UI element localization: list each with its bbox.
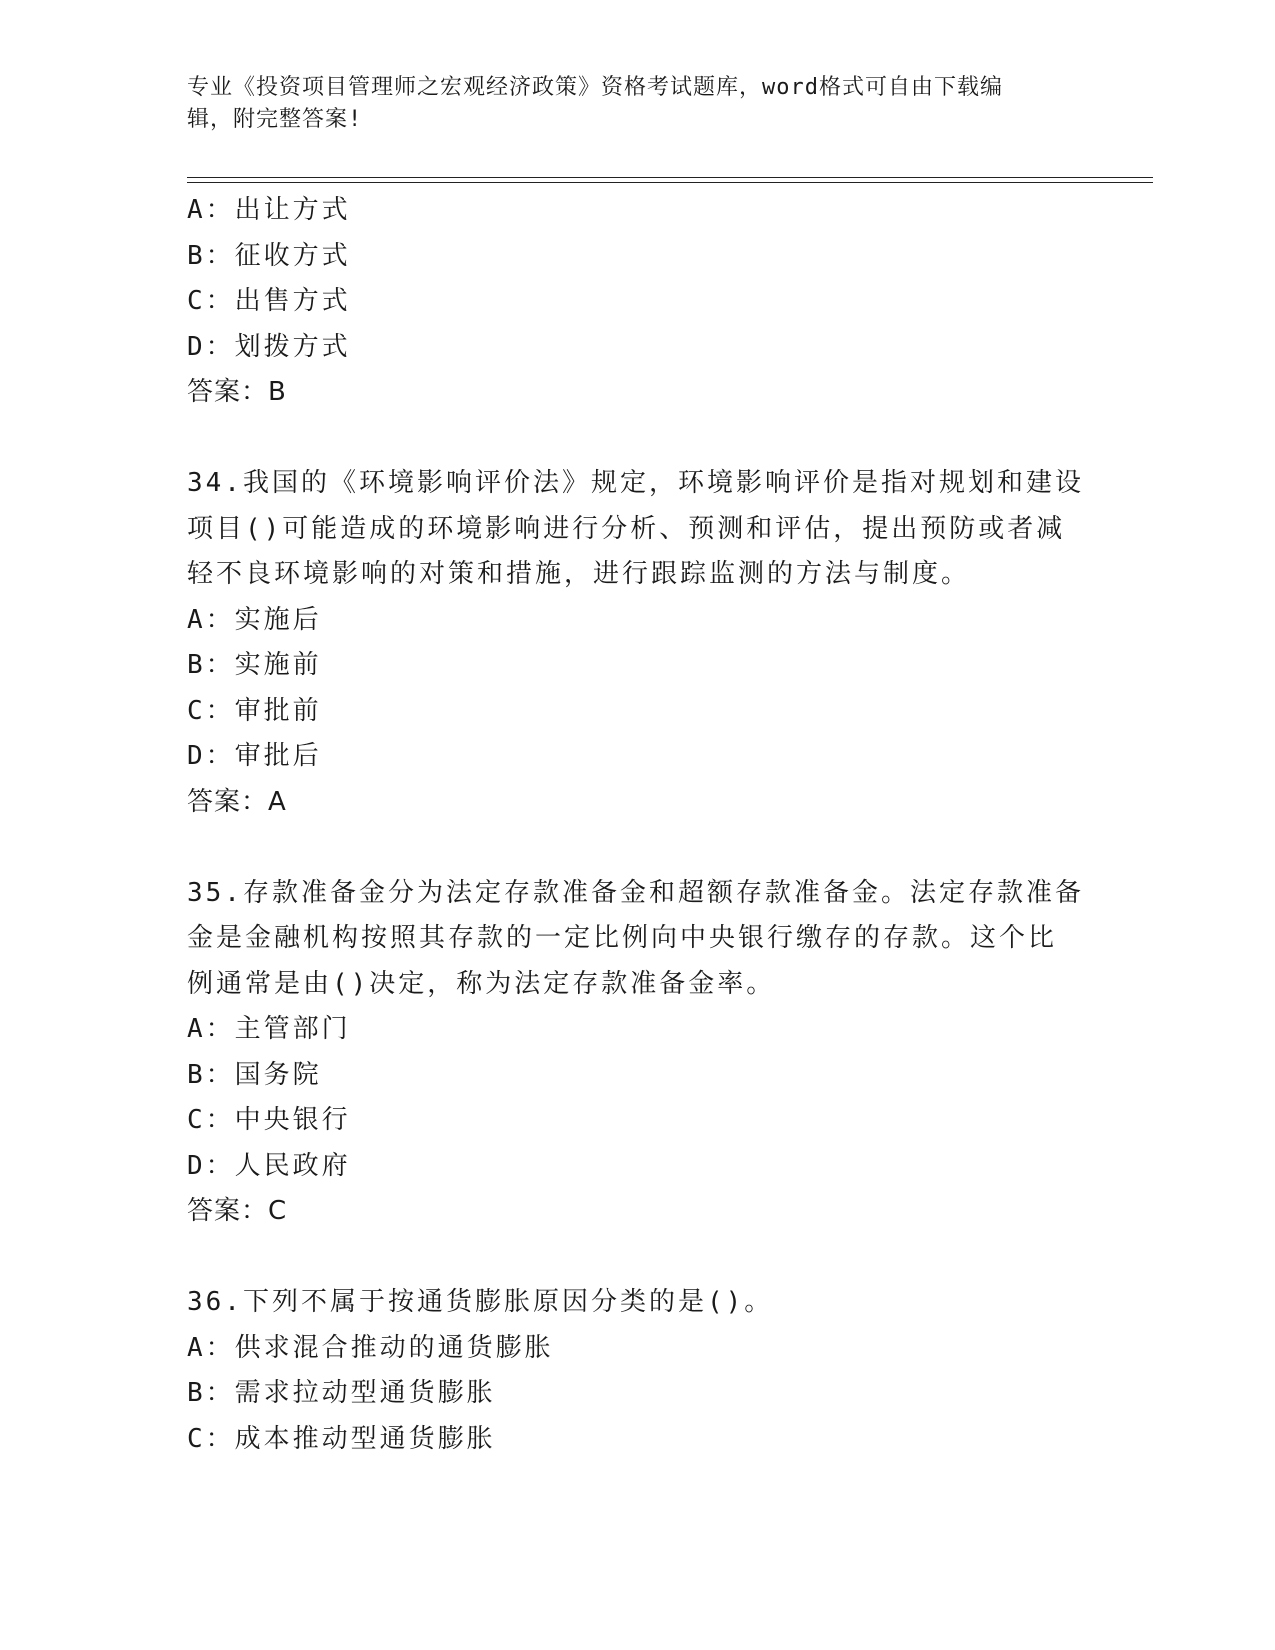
option-b: B：实施前 bbox=[187, 650, 322, 680]
option-a: A：出让方式 bbox=[187, 195, 351, 225]
answer: 答案：B bbox=[187, 377, 287, 407]
spacer bbox=[187, 416, 1087, 462]
option-c: C：出售方式 bbox=[187, 286, 351, 316]
answer: 答案：C bbox=[187, 1196, 288, 1226]
question-text-line: 34.我国的《环境影响评价法》规定，环境影响评价是指对规划和建设 bbox=[187, 468, 1084, 498]
question-text-line: 轻不良环境影响的对策和措施，进行跟踪监测的方法与制度。 bbox=[187, 559, 971, 589]
question-text-line: 例通常是由()决定，称为法定存款准备金率。 bbox=[187, 968, 776, 999]
option-c: C：中央银行 bbox=[187, 1105, 351, 1135]
option-d: D：人民政府 bbox=[187, 1150, 351, 1181]
answer: 答案：A bbox=[187, 786, 287, 817]
option-c: C：审批前 bbox=[187, 695, 322, 726]
option-b: B：国务院 bbox=[187, 1059, 322, 1090]
option-b: B：征收方式 bbox=[187, 240, 351, 271]
question-33 bbox=[187, 188, 1087, 416]
spacer bbox=[187, 1235, 1087, 1281]
question-36 bbox=[187, 1280, 1087, 1462]
option-d: D：划拨方式 bbox=[187, 331, 351, 362]
option-d: D：审批后 bbox=[187, 741, 322, 771]
spacer bbox=[187, 825, 1087, 871]
option-c: C：成本推动型通货膨胀 bbox=[187, 1423, 496, 1454]
header-divider-top bbox=[187, 177, 1153, 178]
header-divider-bottom bbox=[187, 182, 1153, 183]
question-list bbox=[187, 188, 1087, 1462]
header-line-1: 专业《投资项目管理师之宏观经济政策》资格考试题库，word格式可自由下载编 bbox=[187, 75, 1003, 100]
question-text-line: 金是金融机构按照其存款的一定比例向中央银行缴存的存款。这个比 bbox=[187, 923, 1058, 953]
question-text-line: 35.存款准备金分为法定存款准备金和超额存款准备金。法定存款准备 bbox=[187, 877, 1084, 908]
question-35 bbox=[187, 871, 1087, 1235]
question-text-line: 项目()可能造成的环境影响进行分析、预测和评估，提出预防或者减 bbox=[187, 513, 1066, 544]
option-a: A：供求混合推动的通货膨胀 bbox=[187, 1332, 554, 1363]
document-header bbox=[187, 72, 1067, 136]
option-b: B：需求拉动型通货膨胀 bbox=[187, 1378, 496, 1408]
question-34 bbox=[187, 461, 1087, 825]
option-a: A：实施后 bbox=[187, 604, 322, 635]
header-line-2: 辑，附完整答案! bbox=[187, 107, 363, 132]
question-text-line: 36.下列不属于按通货膨胀原因分类的是()。 bbox=[187, 1287, 774, 1317]
option-a: A：主管部门 bbox=[187, 1014, 351, 1044]
